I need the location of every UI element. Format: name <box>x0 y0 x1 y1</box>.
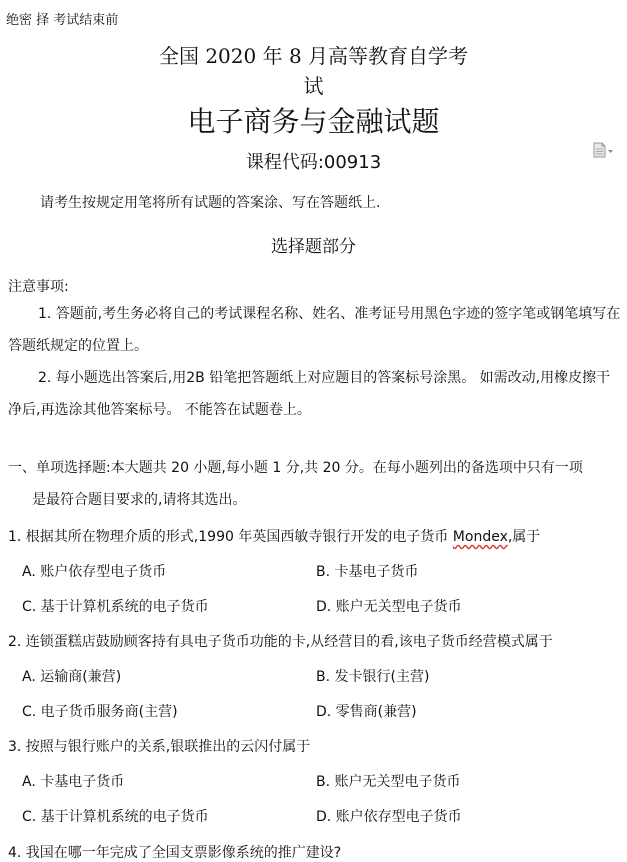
answer-instruction: 请考生按规定用笔将所有试题的答案涂、写在答题纸上. <box>40 195 381 211</box>
question-3-option-b: B. 账户无关型电子货币 <box>316 774 461 790</box>
question-1-stem-text: 1. 根据其所在物理介质的形式,1990 年英国西敏寺银行开发的电子货币 <box>8 529 453 545</box>
part-one-heading <box>8 452 624 516</box>
question-2-option-c: C. 电子货币服务商(主营) <box>22 704 178 720</box>
subject-title: 电子商务与金融试题 <box>187 105 440 138</box>
question-4-stem: 4. 我国在哪一年完成了全国支票影像系统的推广建设? <box>8 845 342 861</box>
course-code: 课程代码:00913 <box>245 152 382 173</box>
question-1-option-a: A. 账户依存型电子货币 <box>22 564 167 580</box>
notes-heading: 注意事项: <box>8 279 69 295</box>
question-1-option-c: C. 基于计算机系统的电子货币 <box>22 599 209 615</box>
section-title: 选择题部分 <box>271 237 356 257</box>
question-2-stem: 2. 连锁蛋糕店鼓励顾客持有具电子货币功能的卡,从经营目的看,该电子货币经营模式属于 <box>8 634 553 650</box>
question-1-stem-tail: ,属于 <box>507 529 541 545</box>
question-2-option-b: B. 发卡银行(主营) <box>316 669 430 685</box>
question-3-option-c: C. 基于计算机系统的电子货币 <box>22 809 209 825</box>
confidential-mark: 绝密 择 考试结束前 <box>6 13 119 28</box>
question-3-stem: 3. 按照与银行账户的关系,银联推出的云闪付属于 <box>8 739 311 755</box>
question-3-option-d: D. 账户依存型电子货币 <box>316 809 462 825</box>
part-one-line1: 一、单项选择题:本大题共 20 小题,每小题 1 分,共 20 分。在每小题列出的备选项中只有一项 <box>8 460 583 476</box>
spellcheck-word: Mondex <box>452 529 508 545</box>
part-one-line2: 是最符合题目要求的,请将其选出。 <box>32 492 247 508</box>
note-item-2: 2. 每小题选出答案后,用2B 铅笔把答题纸上对应题目的答案标号涂黑。 如需改动,用橡皮擦干净后,再选涂其他答案标号。 不能答在试题卷上。 <box>8 370 611 418</box>
document-dropdown-icon[interactable] <box>592 142 614 158</box>
question-1-option-b: B. 卡基电子货币 <box>316 564 419 580</box>
exam-title-line2: 试 <box>303 74 324 98</box>
question-3-option-a: A. 卡基电子货币 <box>22 774 125 790</box>
exam-title-line1: 全国 2020 年 8 月高等教育自学考 <box>158 44 469 68</box>
note-item-1: 1. 答题前,考生务必将自己的考试课程名称、姓名、准考证号用黑色字迹的签字笔或钢笔填写在答题纸规定的位置上。 <box>8 306 621 354</box>
question-1-option-d: D. 账户无关型电子货币 <box>316 599 462 615</box>
question-1-stem <box>8 526 540 546</box>
question-2-option-d: D. 零售商(兼营) <box>316 704 417 720</box>
question-2-option-a: A. 运输商(兼营) <box>22 669 122 685</box>
